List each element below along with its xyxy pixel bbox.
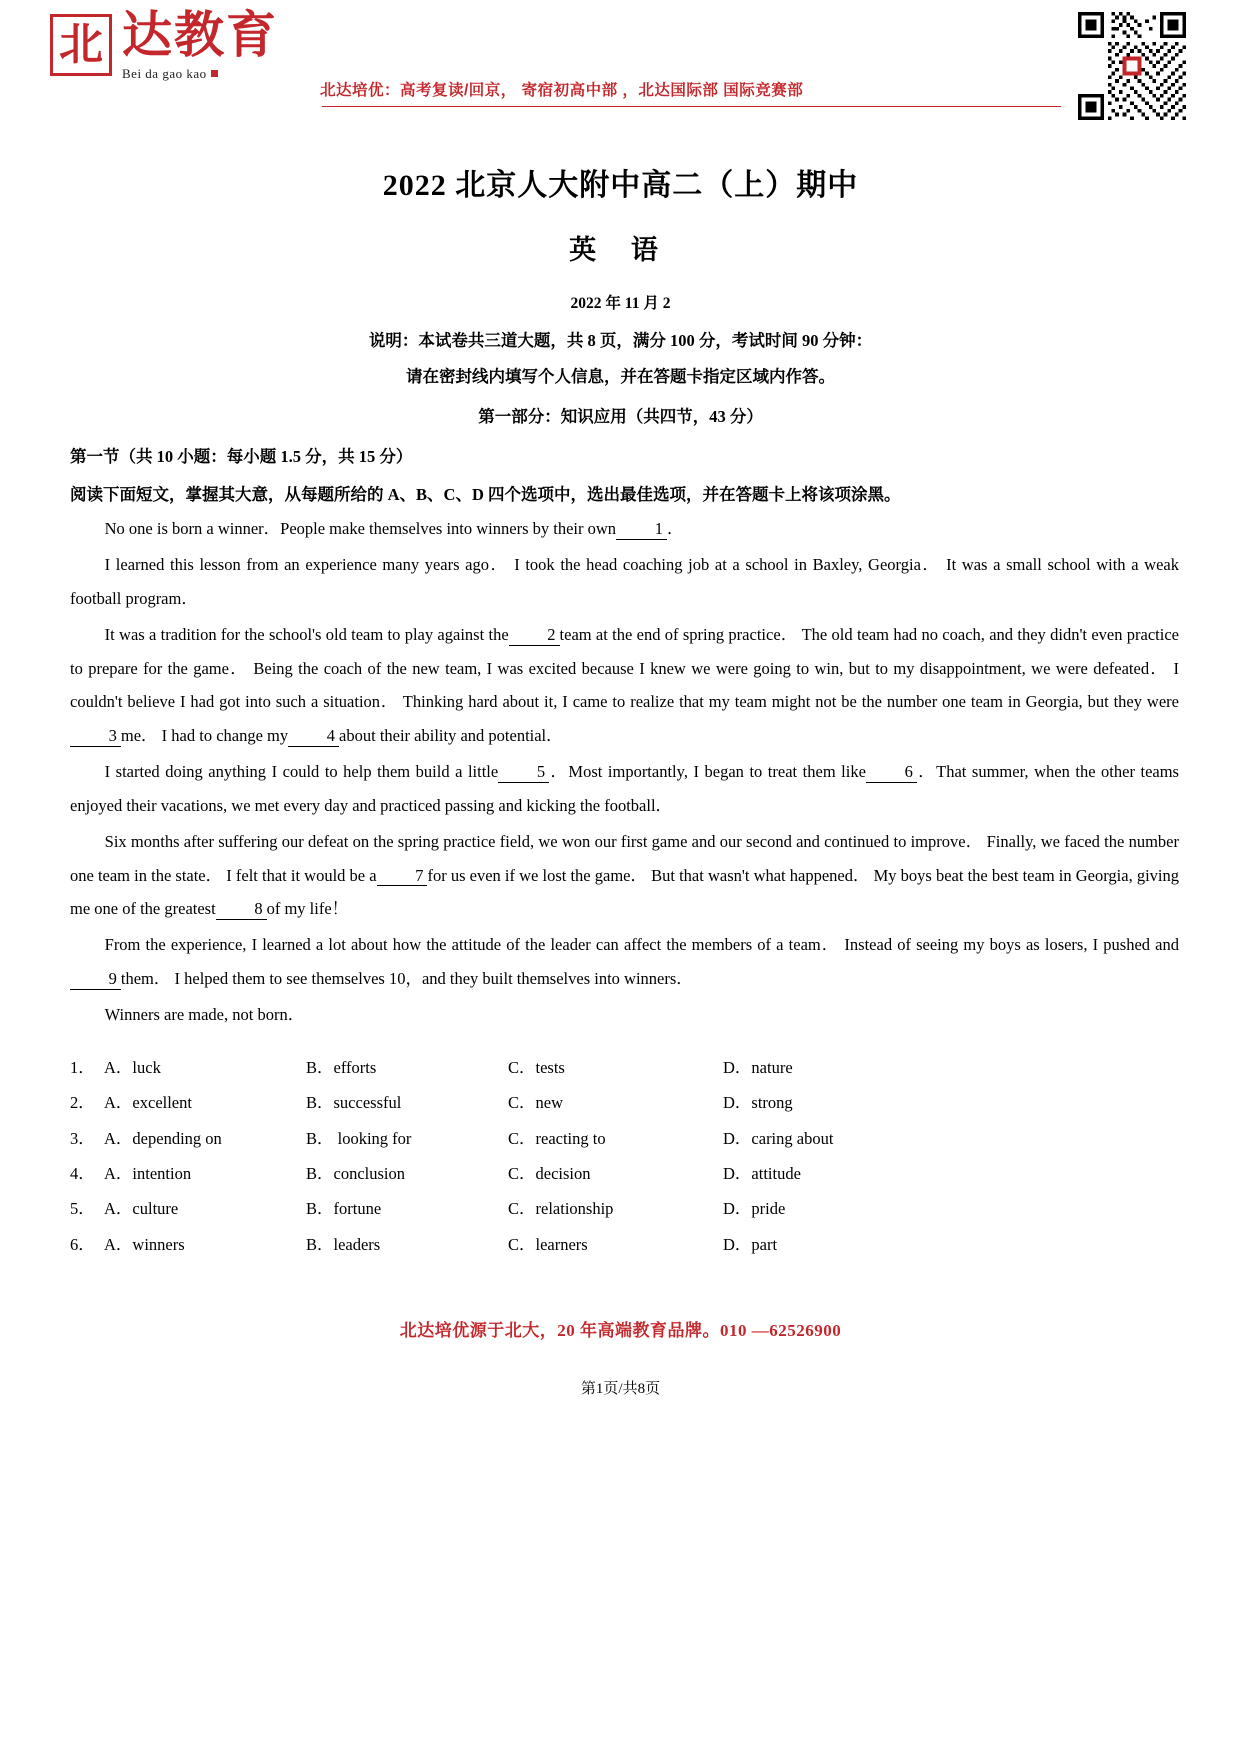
passage-paragraph-2: I learned this lesson from an experience many years ago． I took the head coaching job at a school in Baxley, Georgia． It was a small school with a weak football program． bbox=[70, 555, 1179, 609]
question-row bbox=[70, 1156, 1179, 1191]
question-number: 1． bbox=[70, 1057, 95, 1077]
passage-paragraph-3 bbox=[70, 618, 1179, 753]
logo-seal-icon: 北 bbox=[50, 14, 112, 76]
option-d[interactable]: D．strong bbox=[723, 1093, 793, 1113]
option-b[interactable]: B．leaders bbox=[306, 1234, 381, 1254]
passage-text: I started doing anything I could to help them build a little bbox=[104, 762, 499, 782]
option-c[interactable]: C．decision bbox=[508, 1163, 591, 1183]
question-number: 6． bbox=[70, 1234, 95, 1254]
option-d[interactable]: D．attitude bbox=[723, 1163, 801, 1183]
passage-text: of my life！ bbox=[266, 899, 349, 919]
section-one-heading: 第一节（共 10 小题：每小题 1.5 分，共 15 分） bbox=[70, 447, 413, 466]
question-row bbox=[70, 1085, 1179, 1120]
option-c[interactable]: C．relationship bbox=[508, 1199, 614, 1219]
blank-8: 8 bbox=[216, 900, 267, 920]
question-number: 4． bbox=[70, 1163, 95, 1183]
logo-chinese-name: 达教育 bbox=[122, 7, 278, 63]
question-row bbox=[70, 1121, 1179, 1156]
exam-date: 2022 年 11 月 2 bbox=[570, 295, 671, 312]
logo-pinyin: Bei da gao kao bbox=[122, 66, 278, 82]
section-one-instructions: 阅读下面短文，掌握其大意，从每题所给的 A、B、C、D 四个选项中，选出最佳选项，并在答题卡上将该项涂黑。 bbox=[70, 484, 901, 504]
passage-text: From the experience, I learned a lot about how the attitude of the leader can affect the members of a team． Instead of seeing my boys as losers, I pushed and bbox=[104, 935, 1179, 955]
passage-text: No one is born a winner．People make themselves into winners by their own bbox=[104, 519, 617, 539]
blank-9: 9 bbox=[70, 970, 121, 990]
option-c[interactable]: C．new bbox=[508, 1093, 563, 1113]
exam-content bbox=[0, 443, 1241, 1262]
passage-text: me． I had to change my bbox=[120, 726, 289, 746]
option-c[interactable]: C．learners bbox=[508, 1234, 588, 1254]
option-b[interactable]: B． looking for bbox=[306, 1128, 412, 1148]
page-header bbox=[0, 0, 1241, 130]
question-options-list bbox=[70, 1050, 1179, 1263]
option-c[interactable]: C．reacting to bbox=[508, 1128, 606, 1148]
header-divider bbox=[322, 106, 1061, 107]
blank-2: 2 bbox=[509, 626, 560, 646]
passage-paragraph-1 bbox=[70, 512, 1179, 546]
option-a[interactable]: A．depending on bbox=[104, 1128, 222, 1148]
question-row bbox=[70, 1050, 1179, 1085]
question-number: 5． bbox=[70, 1199, 95, 1219]
header-tagline: 北达培优：高考复读/回京， 寄宿初高中部 ，北达国际部 国际竞赛部 bbox=[320, 82, 804, 99]
question-row bbox=[70, 1227, 1179, 1262]
passage-paragraph-5 bbox=[70, 825, 1179, 926]
option-d[interactable]: D．part bbox=[723, 1234, 778, 1254]
option-b[interactable]: B．conclusion bbox=[306, 1163, 405, 1183]
blank-6: 6 bbox=[866, 763, 917, 783]
passage-text: Six months after suffering our defeat on the spring practice field, we won our first game and our second and continued to improve． Finally, we faced the number one team in the state． I felt that it would be a bbox=[70, 831, 1179, 885]
blank-3: 3 bbox=[70, 727, 121, 747]
logo-square-mark bbox=[211, 70, 218, 77]
option-c[interactable]: C．tests bbox=[508, 1057, 565, 1077]
passage-text: team at the end of spring practice． The old team had no coach, and they didn't even practice to prepare for the game． Being the coach of the new team, I was excited because I knew we were going to win, but to my disappointment, we were defeated． I couldn't believe I had got into such a situation． Thinking hard about it, I came to realize that my team might not be the number one team in Georgia, but they were bbox=[70, 624, 1180, 712]
logo-text bbox=[122, 7, 278, 82]
option-a[interactable]: A．excellent bbox=[104, 1093, 192, 1113]
footer-advertisement: 北达培优源于北大，20 年高端教育品牌。010 —62526900 bbox=[399, 1321, 842, 1341]
page-number: 第1页/共8页 bbox=[580, 1381, 661, 1398]
option-d[interactable]: D．pride bbox=[723, 1199, 786, 1219]
passage-text: ．That summer, when the other teams enjoyed their vacations, we met every day and practiced passing and kicking the football． bbox=[70, 762, 1179, 815]
qr-code-icon bbox=[1078, 12, 1186, 120]
question-number: 3． bbox=[70, 1128, 95, 1148]
option-b[interactable]: B．successful bbox=[306, 1093, 402, 1113]
option-a[interactable]: A．intention bbox=[104, 1163, 192, 1183]
subject-title: 英 语 bbox=[569, 235, 672, 265]
brand-logo bbox=[50, 7, 278, 86]
passage-text: about their ability and potential． bbox=[339, 726, 563, 746]
blank-5: 5 bbox=[498, 763, 549, 783]
option-a[interactable]: A．winners bbox=[104, 1234, 185, 1254]
passage-paragraph-4 bbox=[70, 755, 1179, 823]
question-row bbox=[70, 1191, 1179, 1226]
exam-note-line1: 说明：本试卷共三道大题，共 8 页，满分 100 分，考试时间 90 分钟： bbox=[368, 331, 873, 350]
option-d[interactable]: D．caring about bbox=[723, 1128, 834, 1148]
option-a[interactable]: A．culture bbox=[104, 1199, 179, 1219]
passage-text: It was a tradition for the school's old team to play against the bbox=[104, 624, 509, 644]
option-b[interactable]: B．fortune bbox=[306, 1199, 382, 1219]
option-b[interactable]: B．efforts bbox=[306, 1057, 377, 1077]
passage-text: for us even if we lost the game． But that wasn't what happened． My boys beat the best team in Georgia, giving me one of the greatest bbox=[70, 865, 1180, 919]
blank-1: 1 bbox=[616, 520, 667, 540]
passage-paragraph-7: Winners are made, not born． bbox=[104, 1004, 305, 1024]
passage-text: ．Most importantly, I began to treat them like bbox=[549, 762, 866, 782]
blank-7: 7 bbox=[377, 867, 428, 887]
blank-4: 4 bbox=[288, 727, 339, 747]
part-one-title: 第一部分：知识应用（共四节，43 分） bbox=[478, 407, 763, 426]
option-a[interactable]: A．luck bbox=[104, 1057, 161, 1077]
question-number: 2． bbox=[70, 1093, 95, 1113]
option-d[interactable]: D．nature bbox=[723, 1057, 793, 1077]
passage-text: ． bbox=[666, 519, 684, 539]
page-title: 2022 北京人大附中高二（上）期中 bbox=[382, 169, 859, 202]
passage-paragraph-6 bbox=[70, 928, 1179, 996]
passage-text: them． I helped them to see themselves 10，and they built themselves into winners． bbox=[120, 968, 693, 988]
exam-note-line2: 请在密封线内填写个人信息，并在答题卡指定区域内作答。 bbox=[406, 367, 835, 386]
